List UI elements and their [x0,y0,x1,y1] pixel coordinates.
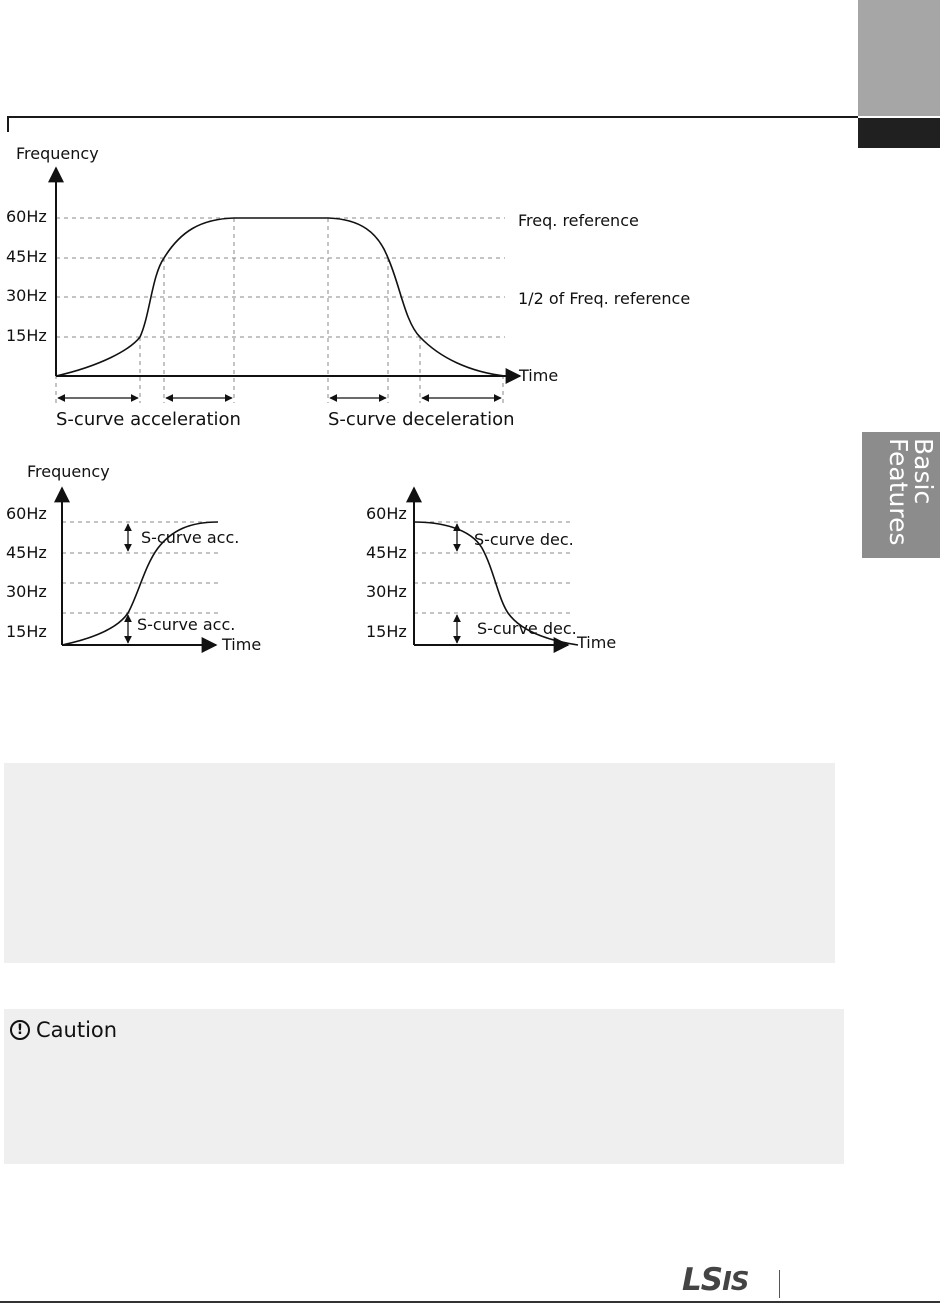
acc-lower-label: S-curve acc. [137,615,236,634]
top-y-axis-label: Frequency [16,144,99,163]
acc-chart [6,462,261,654]
dec-chart [366,488,616,652]
top-tick-15hz: 15Hz [6,326,47,345]
dec-tick-60hz: 60Hz [366,504,407,523]
acc-upper-label: S-curve acc. [141,528,240,547]
exclamation-circle-icon: ! [10,1020,30,1040]
s-curve-acceleration-label: S-curve acceleration [56,409,241,430]
dec-upper-label: S-curve dec. [474,530,574,549]
dec-tick-15hz: 15Hz [366,622,407,641]
footer-divider [779,1270,780,1298]
caution-box [4,1009,844,1164]
top-x-axis-label: Time [519,366,559,385]
caution-title: Caution [36,1018,118,1042]
dec-x-axis-label: Time [577,633,617,652]
acc-tick-30hz: 30Hz [6,582,47,601]
acc-tick-45hz: 45Hz [6,543,47,562]
logo-is: IS [722,1267,749,1297]
top-chart [6,144,690,430]
s-curve-deceleration-label: S-curve deceleration [328,409,515,430]
top-tick-45hz: 45Hz [6,247,47,266]
half-freq-reference-label: 1/2 of Freq. reference [518,289,691,308]
ls-is-logo [682,1262,749,1298]
side-tab-line2: Features [884,438,913,546]
note-box [4,763,835,963]
top-tick-60hz: 60Hz [6,207,47,226]
dec-lower-label: S-curve dec. [477,619,577,638]
acc-x-axis-label: Time [222,635,262,654]
caution-heading [10,1018,117,1042]
dec-tick-45hz: 45Hz [366,543,407,562]
footer-rule [0,1301,940,1303]
acc-tick-60hz: 60Hz [6,504,47,523]
top-tick-30hz: 30Hz [6,286,47,305]
freq-reference-label: Freq. reference [518,211,639,230]
dec-tick-30hz: 30Hz [366,582,407,601]
acc-y-axis-label: Frequency [27,462,110,481]
acc-tick-15hz: 15Hz [6,622,47,641]
side-tab-line1: Basic [909,438,938,505]
logo-ls: LS [682,1262,723,1298]
